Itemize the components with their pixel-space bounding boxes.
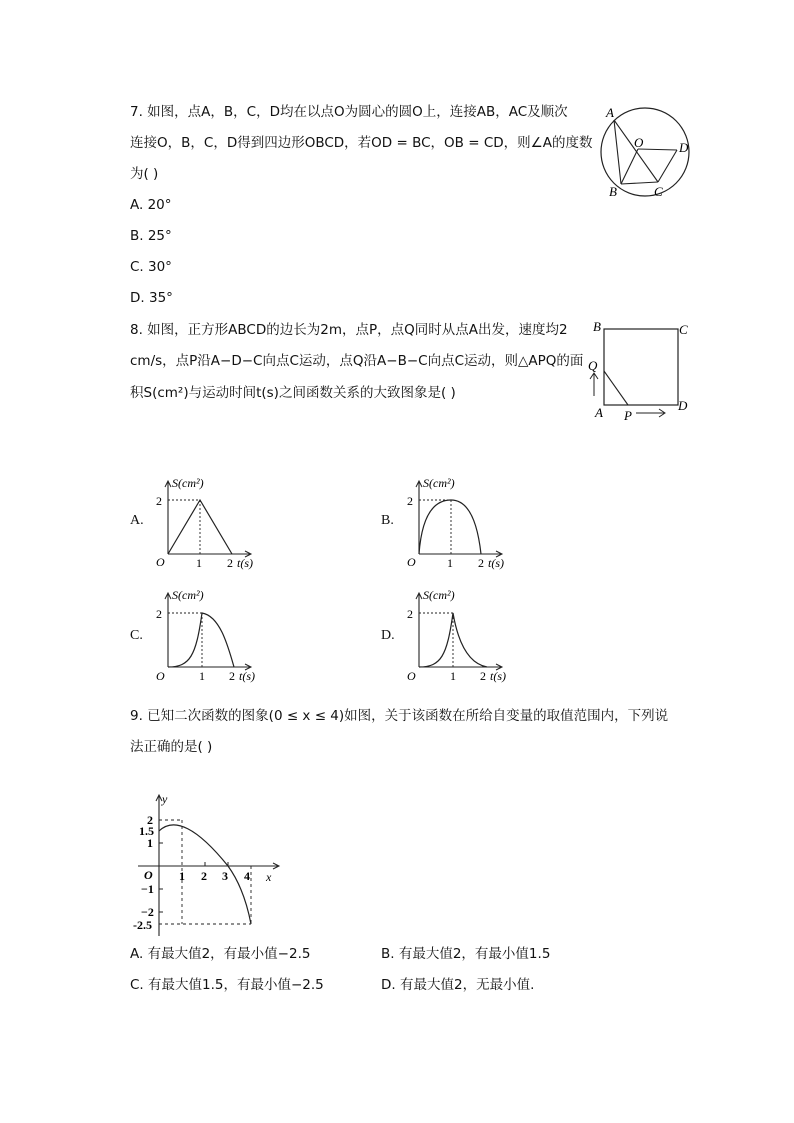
label-p: P <box>624 408 632 423</box>
q9-option-a[interactable]: A. 有最大值2，有最小值−2.5 <box>130 946 311 962</box>
q9-stem-line-2: 法正确的是( ) <box>130 739 213 755</box>
y-axis-label: S(cm²) <box>172 588 204 602</box>
label-c: C <box>654 184 663 199</box>
y-tick-minus-2-5: -2.5 <box>133 918 152 932</box>
origin-label: O <box>144 868 153 882</box>
y-tick-2: 2 <box>407 607 413 621</box>
q8-choice-b-label[interactable]: B. <box>381 513 394 528</box>
y-axis-label: S(cm²) <box>423 588 455 602</box>
segment-ob <box>621 149 638 184</box>
label-d: D <box>679 140 689 155</box>
label-d: D <box>678 398 688 413</box>
label-c: C <box>679 322 688 337</box>
q7-stem-line-1: 7. 如图，点A，B，C，D均在以点O为圆心的圆O上，连接AB，AC及顺次 <box>130 104 568 120</box>
q7-option-a[interactable]: A. 20° <box>130 197 172 213</box>
segment-ab <box>614 120 621 184</box>
square-abcd <box>604 329 678 405</box>
y-axis-label: S(cm²) <box>172 476 204 490</box>
q9-stem-line-1: 9. 已知二次函数的图象(0 ≤ x ≤ 4)如图，关于该函数在所给自变量的取值范围内，下列说 <box>130 708 669 724</box>
q7-option-d[interactable]: D. 35° <box>130 290 173 306</box>
y-tick-1: 1 <box>147 836 153 850</box>
x-tick-2: 2 <box>480 669 486 683</box>
y-axis-label: S(cm²) <box>423 476 455 490</box>
q8-choice-c-graph[interactable] <box>150 586 270 686</box>
q8-stem-line-2: cm/s，点P沿A−D−C向点C运动，点Q沿A−B−C向点C运动，则△APQ的面 <box>130 353 584 369</box>
origin-label: O <box>407 669 416 683</box>
origin-label: O <box>156 669 165 683</box>
y-tick-minus-1: −1 <box>141 882 154 896</box>
label-a: A <box>606 105 614 120</box>
y-tick-1-5: 1.5 <box>139 824 154 838</box>
y-tick-minus-2: −2 <box>141 905 154 919</box>
x-tick-1: 1 <box>447 556 453 570</box>
q7-stem-line-3: 为( ) <box>130 166 159 182</box>
curve-c <box>168 613 234 667</box>
q9-parabola-graph <box>128 790 288 940</box>
x-tick-3: 3 <box>222 869 228 883</box>
q8-choice-b-graph[interactable] <box>401 474 521 572</box>
x-axis-label: t(s) <box>490 669 506 683</box>
x-axis-label: t(s) <box>239 669 255 683</box>
q7-circle-figure <box>594 104 704 200</box>
segment-cd <box>658 150 677 182</box>
label-b: B <box>593 319 601 334</box>
x-tick-1: 1 <box>196 556 202 570</box>
x-axis-label: t(s) <box>237 556 253 570</box>
y-tick-2: 2 <box>407 494 413 508</box>
q7-option-c[interactable]: C. 30° <box>130 259 172 275</box>
segment-od <box>638 149 677 150</box>
label-q: Q <box>588 358 598 373</box>
origin-label: O <box>407 555 416 569</box>
q7-stem-line-2: 连接O，B，C，D得到四边形OBCD，若OD = BC，OB = CD，则∠A的度数 <box>130 135 593 151</box>
q8-choice-a-graph[interactable] <box>150 474 270 572</box>
segment-bc <box>621 182 658 184</box>
q7-option-b[interactable]: B. 25° <box>130 228 172 244</box>
q8-choice-a-label[interactable]: A. <box>130 513 144 528</box>
q8-choice-c-label[interactable]: C. <box>130 628 143 643</box>
y-tick-2: 2 <box>147 813 153 827</box>
x-axis-label: x <box>266 870 272 884</box>
curve-b <box>419 500 481 554</box>
x-tick-1: 1 <box>450 669 456 683</box>
segment-ac <box>614 120 658 182</box>
x-tick-2: 2 <box>201 869 207 883</box>
label-b: B <box>609 184 617 199</box>
origin-label: O <box>156 555 165 569</box>
y-axis-label: y <box>162 792 168 806</box>
x-tick-4: 4 <box>244 869 250 883</box>
x-tick-2: 2 <box>478 556 484 570</box>
q8-choice-d-label[interactable]: D. <box>381 628 395 643</box>
q9-option-b[interactable]: B. 有最大值2，有最小值1.5 <box>381 946 551 962</box>
label-a: A <box>595 405 603 420</box>
x-axis-label: t(s) <box>488 556 504 570</box>
q8-choice-d-graph[interactable] <box>401 586 521 686</box>
q8-stem-line-1: 8. 如图，正方形ABCD的边长为2m，点P，点Q同时从点A出发，速度均2 <box>130 322 568 338</box>
label-o: O <box>634 135 644 150</box>
y-tick-2: 2 <box>156 607 162 621</box>
q8-square-figure <box>586 318 696 426</box>
q9-option-d[interactable]: D. 有最大值2，无最小值. <box>381 977 535 993</box>
q9-option-c[interactable]: C. 有最大值1.5，有最小值−2.5 <box>130 977 324 993</box>
q8-stem-line-3: 积S(cm²)与运动时间t(s)之间函数关系的大致图象是( ) <box>130 385 456 401</box>
x-tick-1: 1 <box>179 869 185 883</box>
x-tick-2: 2 <box>229 669 235 683</box>
x-tick-1: 1 <box>199 669 205 683</box>
y-tick-2: 2 <box>156 494 162 508</box>
segment-pq <box>604 371 628 405</box>
x-tick-2: 2 <box>227 556 233 570</box>
